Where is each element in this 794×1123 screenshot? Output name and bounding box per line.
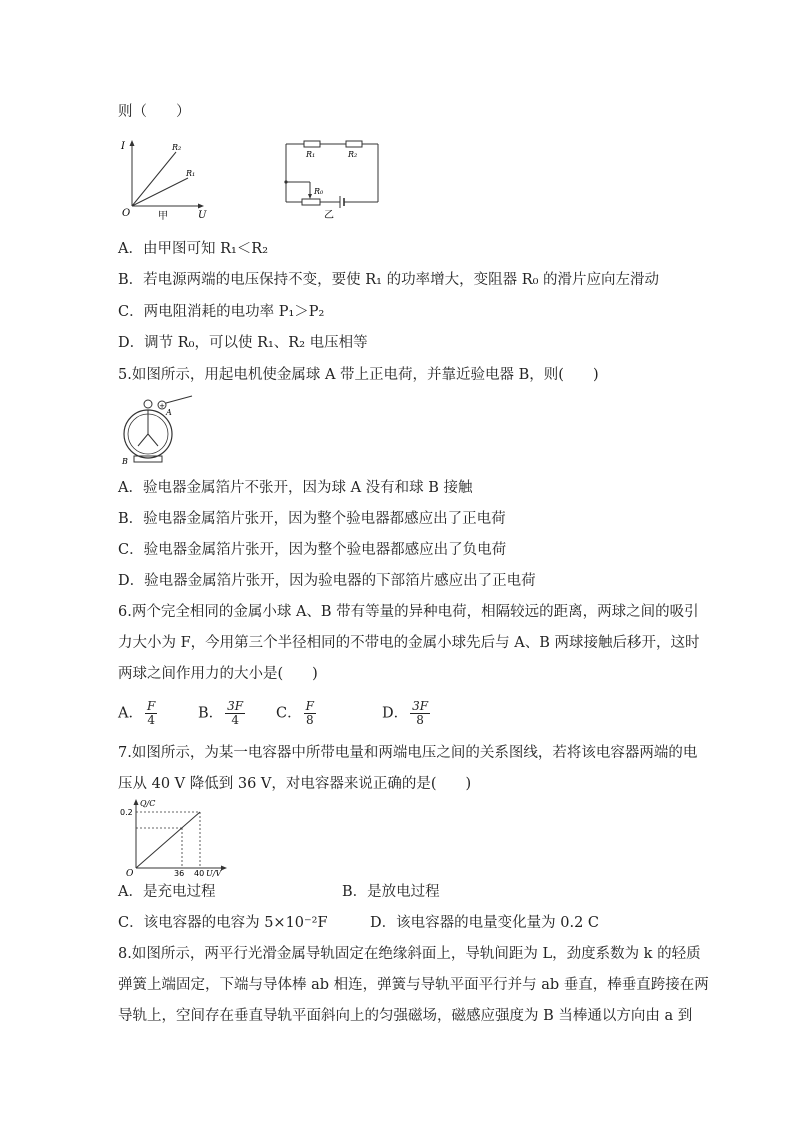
origin-label: O (122, 208, 131, 219)
r2-label: R₂ (172, 143, 182, 152)
yi-r2-label: R₂ (348, 150, 358, 159)
x-axis-label: U/V (206, 869, 222, 878)
q6-option-b-fraction: $\frac{3F}{4}$ (227, 699, 244, 727)
q4-option-a[interactable]: A．由甲图可知 R₁＜R₂ (118, 241, 269, 257)
q7-figure-qu-graph (118, 796, 230, 878)
q4-option-c[interactable]: C．两电阻消耗的电功率 P₁＞P₂ (118, 304, 325, 320)
q6-stem-line1: 6.两个完全相同的金属小球 A、B 带有等量的异种电荷，相隔较远的距离，两球之间的吸引 (118, 604, 699, 620)
q6-stem-line3: 两球之间作用力的大小是( ) (118, 666, 318, 682)
q5-option-c[interactable]: C．验电器金属箔片张开，因为整个验电器都感应出了负电荷 (118, 542, 507, 558)
q5-option-a[interactable]: A．验电器金属箔片不张开，因为球 A 没有和球 B 接触 (118, 480, 473, 496)
r1-line (132, 178, 188, 206)
q6-option-b-letter: B． (198, 705, 224, 722)
q6-option-a-letter: A． (118, 705, 143, 722)
x-tick-36: 36 (174, 869, 185, 878)
q6-option-c[interactable] (276, 700, 318, 727)
q6-option-c-fraction: $\frac{F}{8}$ (305, 699, 314, 727)
yi-r0-label: R₀ (314, 187, 324, 196)
q7-option-a[interactable]: A．是充电过程 (118, 884, 216, 900)
q4-figure-yi (280, 136, 384, 220)
q7-stem-line1: 7.如图所示，为某一电容器中所带电量和两端电压之间的关系图线，若将该电容器两端的电 (118, 745, 698, 761)
r1-label: R₁ (186, 169, 196, 178)
origin-label: O (126, 869, 134, 878)
q8-stem-line1: 8.如图所示，两平行光滑金属导轨固定在绝缘斜面上，导轨间距为 L，劲度系数为 k 的轻质 (118, 946, 701, 962)
q6-option-d-letter: D． (382, 705, 409, 722)
caption-yi: 乙 (324, 210, 334, 220)
q6-option-d-fraction: $\frac{3F}{8}$ (412, 699, 429, 727)
q6-option-a-fraction: $\frac{F}{4}$ (146, 699, 156, 727)
q7-option-d[interactable]: D．该电容器的电量变化量为 0.2 C (370, 915, 599, 931)
qu-line (136, 812, 200, 868)
q4-tail: 则（ ） (118, 104, 191, 120)
label-a: A (166, 408, 172, 417)
q4-option-d[interactable]: D．调节 R₀，可以使 R₁、R₂ 电压相等 (118, 335, 368, 351)
q7-option-b[interactable]: B．是放电过程 (342, 884, 440, 900)
q7-stem-line2: 压从 40 V 降低到 36 V，对电容器来说正确的是( ) (118, 776, 472, 792)
y-axis-label: Q/C (140, 799, 156, 808)
q6-stem-line2: 力大小为 F，今用第三个半径相同的不带电的金属小球先后与 A、B 两球接触后移开，这时 (118, 635, 700, 651)
yi-r1-label: R₁ (306, 150, 316, 159)
q4-figure-jia (118, 138, 208, 220)
y-tick-label: 0.2 (120, 808, 133, 817)
q8-stem-line2: 弹簧上端固定，下端与导体棒 ab 相连，弹簧与导轨平面平行并与 ab 垂直，棒垂直跨接在两 (118, 977, 709, 993)
axis-i-label: I (121, 141, 125, 152)
r2-line (132, 152, 176, 206)
q7-option-c[interactable]: C．该电容器的电容为 5×10⁻²F (118, 915, 328, 931)
q8-stem-line3: 导轨上，空间存在垂直导轨平面斜向上的匀强磁场，磁感应强度为 B 当棒通以方向由 a 到 (118, 1008, 693, 1024)
q6-option-c-letter: C． (276, 705, 302, 722)
q5-figure-electroscope (118, 394, 196, 468)
q6-option-b[interactable] (198, 700, 247, 727)
q5-option-d[interactable]: D．验电器金属箔片张开，因为验电器的下部箔片感应出了正电荷 (118, 573, 536, 589)
plus-sign: + (159, 402, 165, 410)
caption-jia: 甲 (158, 211, 168, 220)
x-tick-40: 40 (194, 869, 205, 878)
q5-option-b[interactable]: B．验电器金属箔片张开，因为整个验电器都感应出了正电荷 (118, 511, 506, 527)
q5-stem: 5.如图所示，用起电机使金属球 A 带上正电荷，并靠近验电器 B，则( ) (118, 367, 599, 383)
q6-option-d[interactable] (382, 700, 432, 727)
axis-u-label: U (198, 210, 207, 220)
label-b: B (122, 457, 128, 466)
q6-option-a[interactable] (118, 700, 159, 727)
q4-option-b[interactable]: B．若电源两端的电压保持不变，要使 R₁ 的功率增大，变阻器 R₀ 的滑片应向左滑动 (118, 272, 660, 288)
